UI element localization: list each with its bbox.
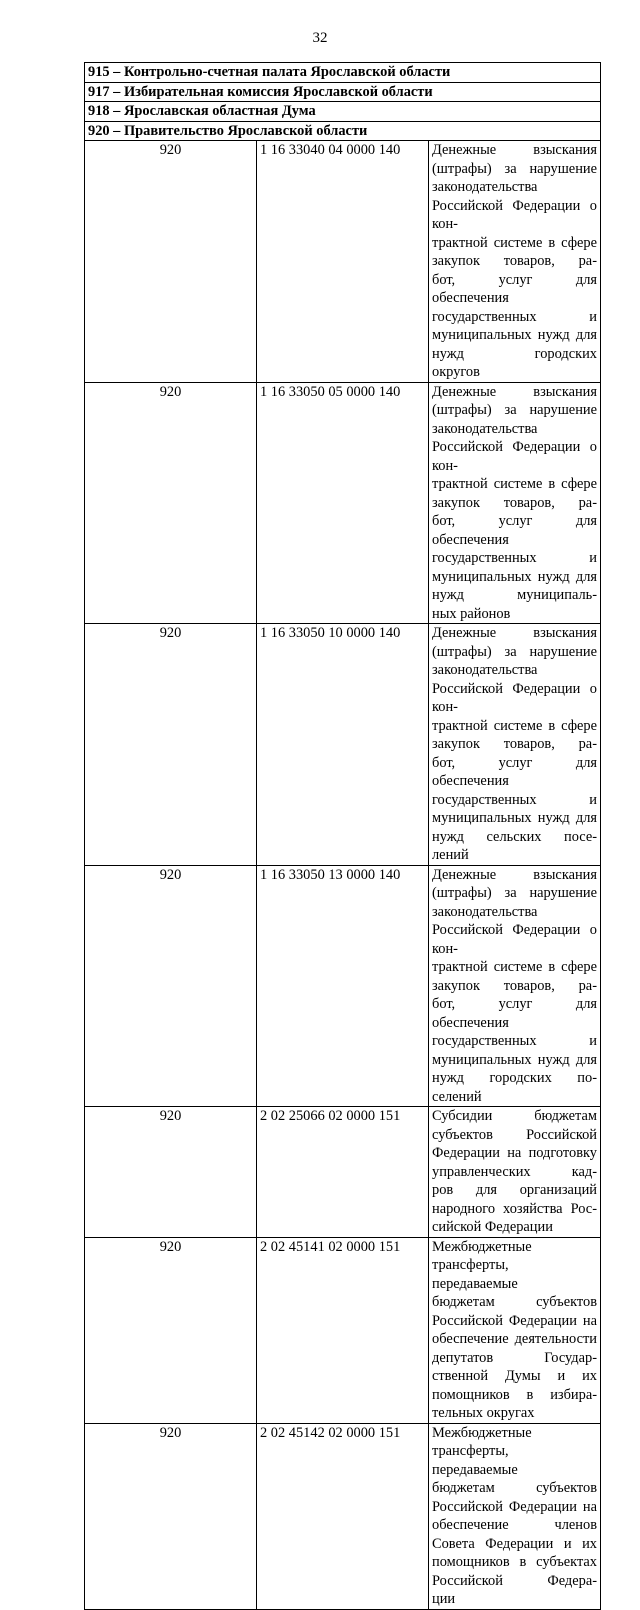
table-row (85, 382, 601, 624)
description-line: помощников в субъектах Российской Федера- (432, 1554, 597, 1589)
table-row (85, 865, 601, 1107)
budget-code-cell: 1 16 33050 10 0000 140 (257, 624, 429, 866)
description-line: лений (432, 847, 469, 863)
description-line: бот, услуг для обеспечения государственных и (432, 513, 597, 566)
description-line: Денежные взыскания (штрафы) за нарушение (432, 142, 597, 177)
description-line: округов (432, 364, 480, 380)
description-line: селений (432, 1088, 482, 1105)
description-line: законодательства Российской Федерации о кон- (432, 903, 597, 957)
description-cell (429, 624, 601, 866)
table-row (85, 624, 601, 866)
admin-code-cell: 920 (85, 141, 257, 383)
description-line: сийской Федерации (432, 1219, 553, 1235)
admin-code-cell: 920 (85, 865, 257, 1107)
section-row (85, 63, 601, 83)
description-line: законодательства Российской Федерации о кон- (432, 662, 597, 715)
description-line: законодательства Российской Федерации о кон- (432, 420, 597, 474)
admin-code-cell: 920 (85, 624, 257, 866)
description-line: муниципальных нужд для нужд муниципаль- (432, 568, 597, 603)
description-line: муниципальных нужд для нужд городских (432, 327, 597, 362)
description-line: ственной Думы и их помощников в избира- (432, 1368, 597, 1403)
description-line: Денежные взыскания (штрафы) за нарушение (432, 866, 597, 901)
description-line: бот, услуг для обеспечения государственных и (432, 754, 597, 808)
description-line: Межбюджетные трансферты, передаваемые (432, 1238, 532, 1292)
description-line: трактной системе в сфере закупок товаров, ра- (432, 234, 597, 269)
admin-code-cell: 920 (85, 1423, 257, 1609)
section-heading: 920 – Правительство Ярославской области (85, 121, 601, 141)
table-row (85, 1237, 601, 1423)
budget-code-cell: 1 16 33050 05 0000 140 (257, 382, 429, 624)
budget-code-cell: 2 02 45141 02 0000 151 (257, 1237, 429, 1423)
description-line: законодательства Российской Федерации о кон- (432, 179, 597, 232)
table-row (85, 141, 601, 383)
description-line: муниципальных нужд для нужд сельских посе- (432, 810, 597, 845)
description-line: трактной системе в сфере закупок товаров, ра- (432, 476, 597, 511)
description-line: трактной системе в сфере закупок товаров, ра- (432, 959, 597, 994)
description-line: бот, услуг для обеспечения государственных и (432, 271, 597, 325)
description-cell (429, 141, 601, 383)
table-row (85, 1423, 601, 1609)
section-row (85, 102, 601, 122)
description-line: бюджетам субъектов Российской Федерации на (432, 1294, 597, 1329)
description-line: муниципальных нужд для нужд городских по- (432, 1051, 597, 1086)
admin-code-cell: 920 (85, 1237, 257, 1423)
budget-code-cell: 2 02 45142 02 0000 151 (257, 1423, 429, 1609)
description-cell (429, 1237, 601, 1423)
page-number: 32 (312, 30, 328, 46)
description-line: обеспечение членов Совета Федерации и их (432, 1517, 597, 1552)
description-line: Межбюджетные трансферты, передаваемые (432, 1424, 532, 1478)
section-row (85, 121, 601, 141)
description-cell (429, 1107, 601, 1238)
section-heading: 917 – Избирательная комиссия Ярославской области (85, 82, 601, 102)
admin-code-cell: 920 (85, 1107, 257, 1238)
description-line: бот, услуг для обеспечения государственных и (432, 996, 597, 1049)
description-line: Денежные взыскания (штрафы) за нарушение (432, 383, 597, 418)
description-line: Субсидии бюджетам субъектов Российской (432, 1108, 597, 1143)
description-cell (429, 382, 601, 624)
description-line: ров для организаций народного хозяйства Рос- (432, 1182, 597, 1217)
description-line: тельных округах (432, 1405, 535, 1421)
section-row (85, 82, 601, 102)
table-row (85, 1107, 601, 1238)
budget-code-cell: 1 16 33040 04 0000 140 (257, 141, 429, 383)
description-line: Денежные взыскания (штрафы) за нарушение (432, 625, 597, 660)
description-line: обеспечение деятельности депутатов Государ- (432, 1331, 597, 1366)
description-line: ции (432, 1591, 456, 1607)
description-cell (429, 1423, 601, 1609)
admin-code-cell: 920 (85, 382, 257, 624)
revenue-codes-table (84, 62, 601, 1610)
description-line: Федерации на подготовку управленческих кад- (432, 1145, 597, 1180)
description-line: бюджетам субъектов Российской Федерации на (432, 1480, 597, 1515)
description-cell (429, 865, 601, 1107)
description-line: трактной системе в сфере закупок товаров, ра- (432, 717, 597, 752)
section-heading: 915 – Контрольно-счетная палата Ярославской области (85, 63, 601, 83)
description-line: ных районов (432, 605, 511, 622)
budget-code-cell: 1 16 33050 13 0000 140 (257, 865, 429, 1107)
budget-code-cell: 2 02 25066 02 0000 151 (257, 1107, 429, 1238)
section-heading: 918 – Ярославская областная Дума (85, 102, 601, 122)
